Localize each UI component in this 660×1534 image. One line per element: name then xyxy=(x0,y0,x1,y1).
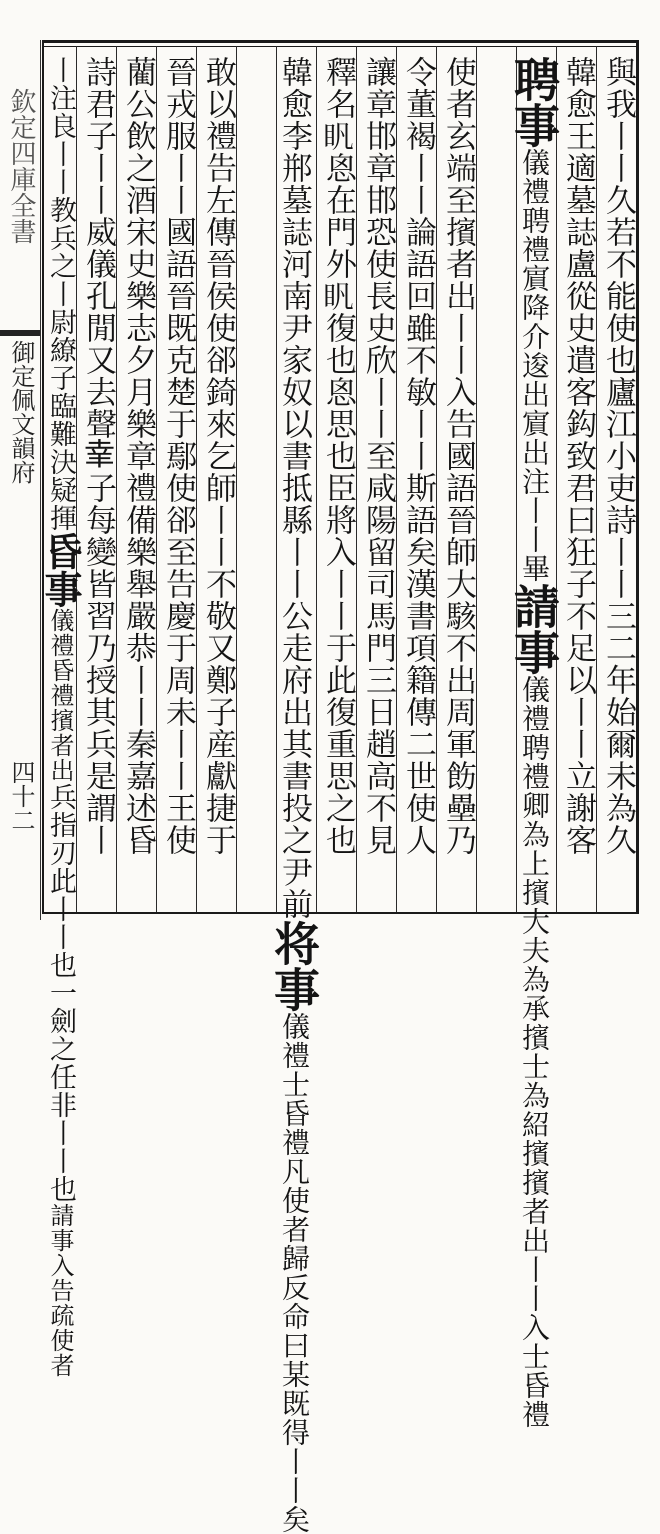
column-text: 令董褐丨丨論語回雖不敏丨丨斯語矣漢書項籍傳二世使人 xyxy=(400,56,436,856)
column-text: 韓愈李郱墓誌河南尹家奴以書抵 xyxy=(276,56,312,504)
column-text: 丨注良丨丨教兵之丨尉繚子臨難決疑揮 xyxy=(45,56,76,532)
column-text: 詩君子丨丨威儀孔閒又去聲𦍒子每變皆習乃授其兵是謂丨 xyxy=(80,56,116,856)
column-text: 儀禮聘禮賔降介逡 xyxy=(518,148,551,380)
column-text: 與我丨丨久若不能使也廬江小吏詩丨丨三二年始爾未為久 xyxy=(600,56,636,856)
text-column-15 xyxy=(76,56,120,908)
text-column-1 xyxy=(596,56,640,908)
column-text: 使者玄端至擯者出丨丨入告國語晉師大駭不出周軍飭壘乃 xyxy=(440,56,476,856)
frame-top-inner-border xyxy=(42,46,638,47)
text-column-13 xyxy=(156,56,200,908)
frame-top-border xyxy=(42,40,638,43)
column-text: 藺公飲之酒宋史樂志夕月樂章禮備樂舉嚴恭丨丨秦嘉述昏 xyxy=(120,56,156,856)
fish-tail-mark xyxy=(0,330,40,336)
entry-heading-pinshi: 聘事 xyxy=(507,56,561,148)
column-text: 儀禮昏禮擯者出 xyxy=(46,608,74,783)
column-text: 儀禮聘禮卿為上擯大夫為承擯 xyxy=(518,675,551,1052)
entry-heading-qingshi: 請事 xyxy=(507,583,561,675)
text-column-2 xyxy=(556,56,600,908)
margin-collection-title: 欽定四庫全書 xyxy=(6,88,36,244)
column-text: 韓愈王適墓誌盧從史遣客鈎致君曰狂子不足以丨丨立謝客 xyxy=(560,56,596,856)
text-column-6 xyxy=(436,56,480,908)
column-text: 敢以禮告左傳晉侯使郤錡來乞師丨丨不敬又鄭子産獻捷于 xyxy=(200,56,236,856)
page-margin xyxy=(0,40,41,920)
column-text: 釋名𥃵恖在門外𥃵復也恖思也臣將入丨丨于此復重思之也 xyxy=(320,56,356,856)
entry-heading-jiangshi: 将事 xyxy=(267,920,321,1012)
column-text: 儀禮士昏禮凡使者歸 xyxy=(278,1012,311,1273)
margin-page-number: 四十二 xyxy=(7,760,35,832)
text-column-3-4 xyxy=(476,56,561,1429)
text-column-9 xyxy=(316,56,360,908)
column-text: 縣丨丨公走府出其書投之尹前 xyxy=(276,504,312,920)
column-text: 讓章邯章邯恐使長史欣丨丨至咸陽留司馬門三日趙高不見 xyxy=(360,56,396,856)
column-text: 出賔出注丨丨畢 xyxy=(518,380,551,583)
text-column-10-11 xyxy=(236,56,321,1534)
text-column-14 xyxy=(116,56,160,908)
column-text: 兵指刃此丨丨也一劍之任非丨丨也 xyxy=(45,783,76,1203)
column-text: 士為紹擯擯者出丨丨入士昏禮 xyxy=(518,1052,551,1429)
column-text: 晉戎服丨丨國語晉既克楚于鄢使郤至告慶于周未丨丨王使 xyxy=(160,56,196,856)
column-text: 請事入告疏使者 xyxy=(46,1203,74,1378)
text-column-16-17 xyxy=(38,56,83,1378)
text-column-7 xyxy=(396,56,440,908)
entry-heading-hunshi: 昏事 xyxy=(38,532,83,608)
text-column-12 xyxy=(196,56,240,908)
margin-book-title: 御定佩文韻府 xyxy=(7,340,35,484)
text-column-8 xyxy=(356,56,400,908)
column-text: 反命曰某既得丨丨矣 xyxy=(278,1273,311,1534)
